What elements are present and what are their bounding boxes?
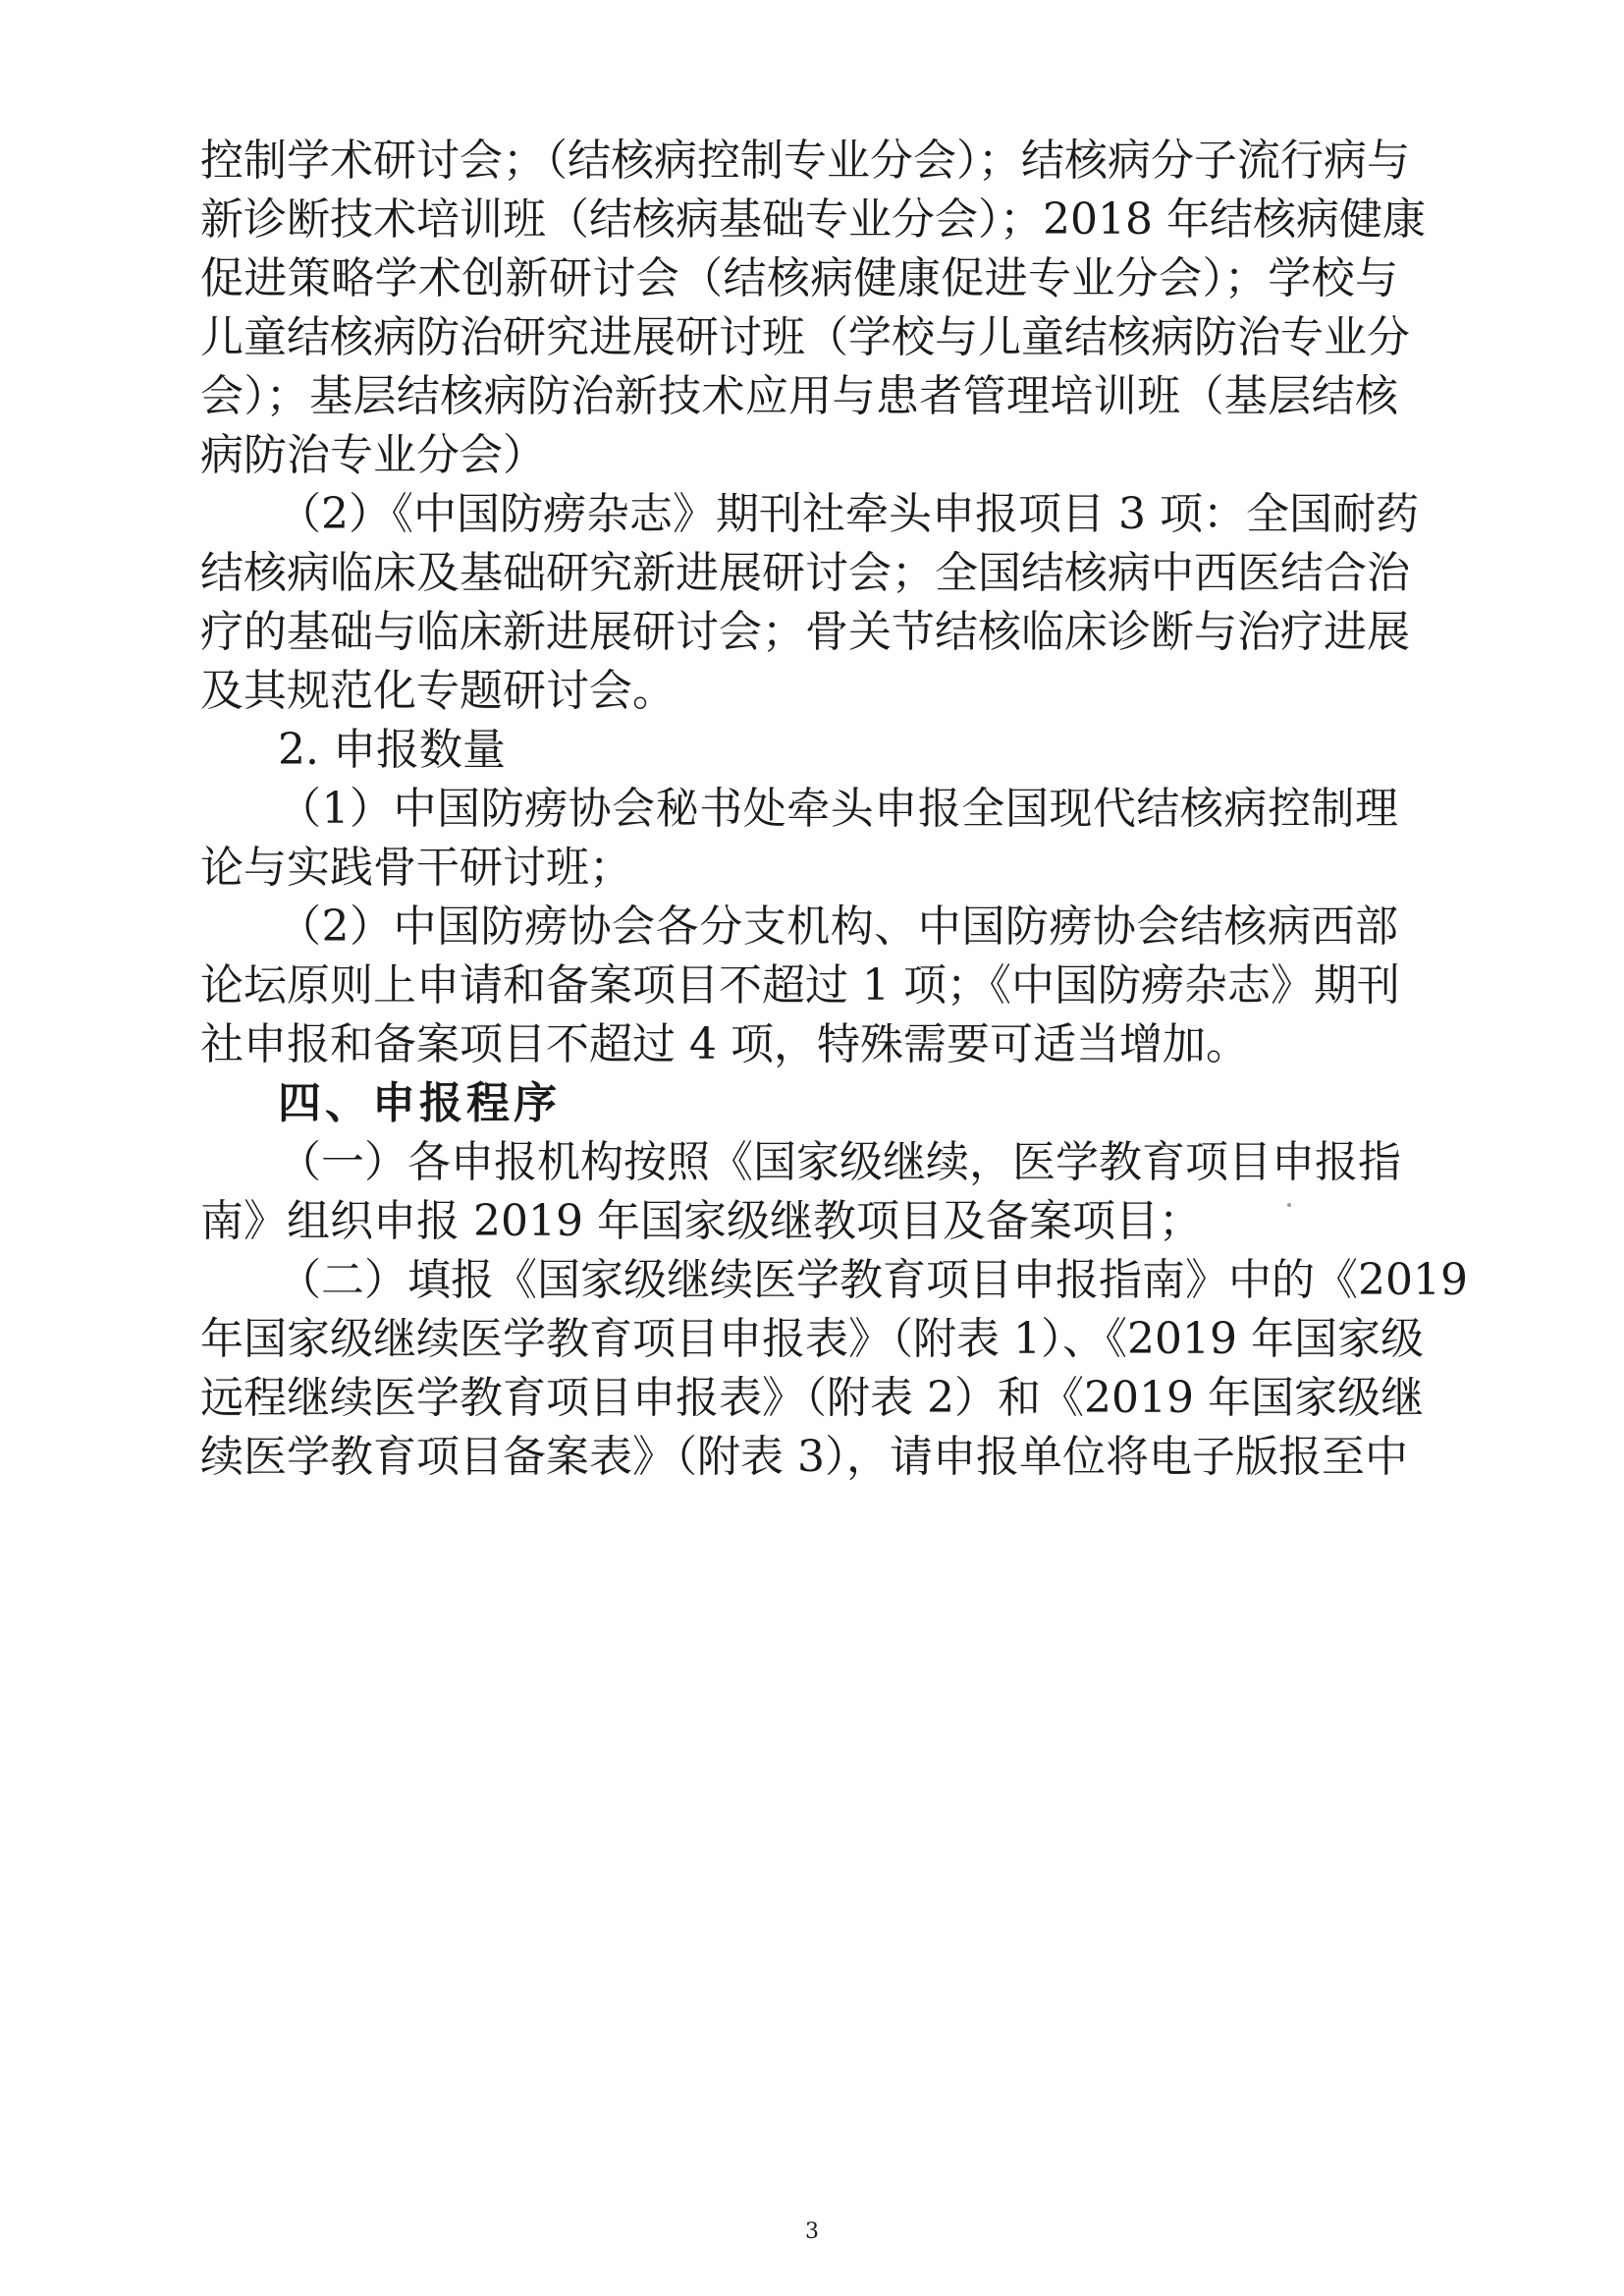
paragraph-first-line: （2）中国防痨协会各分支机构、中国防痨协会结核病西部	[278, 902, 1398, 952]
body-line: 论与实践骨干研讨班；	[200, 843, 632, 893]
section-heading: 四、申报程序	[278, 1078, 561, 1128]
body-line: 论坛原则上申请和备案项目不超过 1 项；《中国防痨杂志》期刊	[200, 960, 1400, 1011]
body-line: 及其规范化专题研讨会。	[200, 666, 676, 716]
body-line: 新诊断技术培训班（结核病基础专业分会）；2018 年结核病健康	[200, 194, 1426, 245]
page-number: 3	[805, 2219, 819, 2244]
paragraph-first-line: （一）各申报机构按照《国家级继续，医学教育项目申报指	[278, 1137, 1401, 1187]
paragraph-first-line: （2）《中国防痨杂志》期刊社牵头申报项目 3 项：全国耐药	[278, 489, 1419, 539]
paragraph-first-line: （二）填报《国家级继续医学教育项目申报指南》中的《2019	[278, 1255, 1468, 1305]
body-line: 疗的基础与临床新进展研讨会；骨关节结核临床诊断与治疗进展	[200, 607, 1410, 657]
body-line: 结核病临床及基础研究新进展研讨会；全国结核病中西医结合治	[200, 548, 1410, 598]
body-line: 病防治专业分会）	[200, 430, 546, 480]
body-line: 南》组织申报 2019 年国家级继教项目及备案项目；	[200, 1196, 1202, 1246]
subsection-heading: 2. 申报数量	[278, 725, 506, 775]
body-line: 会）；基层结核病防治新技术应用与患者管理培训班（基层结核	[200, 371, 1398, 421]
paragraph-first-line: （1）中国防痨协会秘书处牵头申报全国现代结核病控制理	[278, 784, 1398, 834]
body-line: 社申报和备案项目不超过 4 项，特殊需要可适当增加。	[200, 1019, 1249, 1069]
body-line: 年国家级继续医学教育项目申报表》（附表 1）、《2019 年国家级	[200, 1314, 1424, 1364]
body-line: 续医学教育项目备案表》（附表 3），请申报单位将电子版报至中	[200, 1432, 1408, 1482]
body-line: 促进策略学术创新研讨会（结核病健康促进专业分会）；学校与	[200, 253, 1398, 303]
scan-speck	[1287, 1203, 1291, 1207]
body-line: 远程继续医学教育项目申报表》（附表 2）和《2019 年国家级继	[200, 1373, 1424, 1423]
body-line: 儿童结核病防治研究进展研讨班（学校与儿童结核病防治专业分	[200, 312, 1410, 362]
body-line: 控制学术研讨会；（结核病控制专业分会）；结核病分子流行病与	[200, 136, 1410, 186]
